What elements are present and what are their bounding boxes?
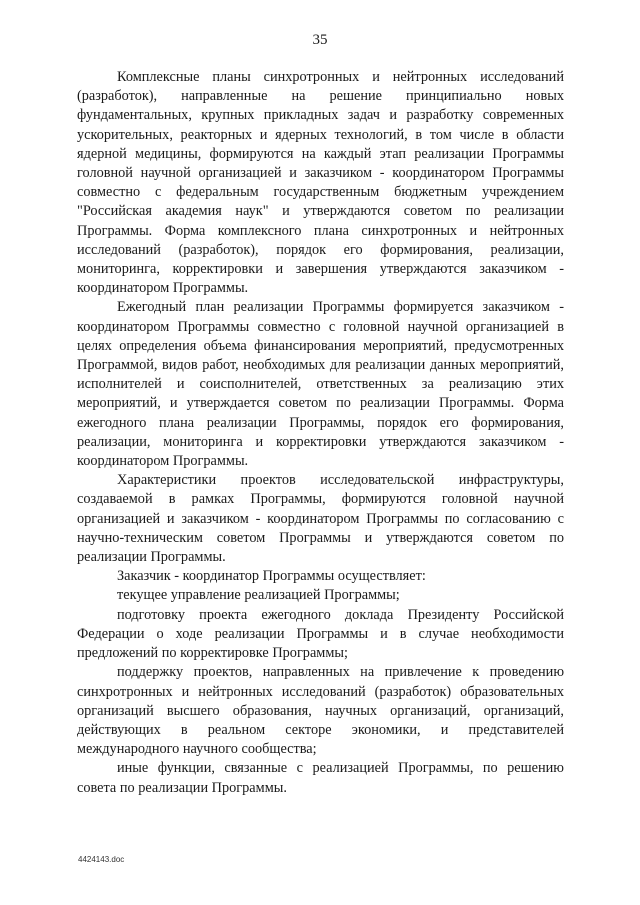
paragraph-complex-plans: Комплексные планы синхротронных и нейтронных исследований (разработок), направленные на решение принципиально новых фундаментальных, крупных прикладных задач и разработку современных ускорительных, реакторных и ядерных технологий, в том числе в области ядерной медицины, формируются на каждый этап реализации Программы головной научной организацией и заказчиком - координатором Программы совместно с федеральным государственным бюджетным учреждением "Российская академия наук" и утверждаются советом по реализации Программы. Форма комплексного плана синхротронных и нейтронных исследований (разработок), порядок его формирования, реализации, мониторинга, корректировки и завершения утверждаются заказчиком - координатором Программы.	[77, 69, 564, 297]
list-item-other-functions: иные функции, связанные с реализацией Программы, по решению совета по реализации Программы.	[77, 760, 564, 796]
list-item-annual-report: подготовку проекта ежегодного доклада Президенту Российской Федерации о ходе реализации Программы и в случае необходимости предложений по корректировке Программы;	[77, 606, 564, 662]
page-number: 35	[312, 32, 328, 48]
list-item-project-support: поддержку проектов, направленных на привлечение к проведению синхротронных и нейтронных исследований (разработок) образовательных организаций высшего образования, научных организаций, организаций, действующих в реальном секторе экономики, и представителей международного научного сообщества;	[77, 664, 564, 758]
paragraph-coordinator-intro: Заказчик - координатор Программы осуществляет:	[117, 568, 426, 585]
document-body	[77, 68, 564, 798]
paragraph-annual-plan: Ежегодный план реализации Программы формируется заказчиком - координатором Программы совместно с головной научной организацией в целях определения объема финансирования мероприятий, предусмотренных Программой, видов работ, необходимых для реализации данных мероприятий, исполнителей и соисполнителей, ответственных за реализацию этих мероприятий, и утверждается советом по реализации Программы. Форма ежегодного плана реализации Программы, порядок его формирования, реализации, мониторинга и корректировки утверждаются заказчиком - координатором Программы.	[77, 299, 564, 470]
file-name-footer: 4424143.doc	[78, 855, 125, 864]
paragraph-infrastructure: Характеристики проектов исследовательской инфраструктуры, создаваемой в рамках Программы, формируются головной научной организацией и заказчиком - координатором Программы по согласованию с научно-техническим советом Программы и утверждаются советом по реализации Программы.	[77, 472, 564, 566]
list-item-current-management: текущее управление реализацией Программы;	[117, 587, 400, 604]
